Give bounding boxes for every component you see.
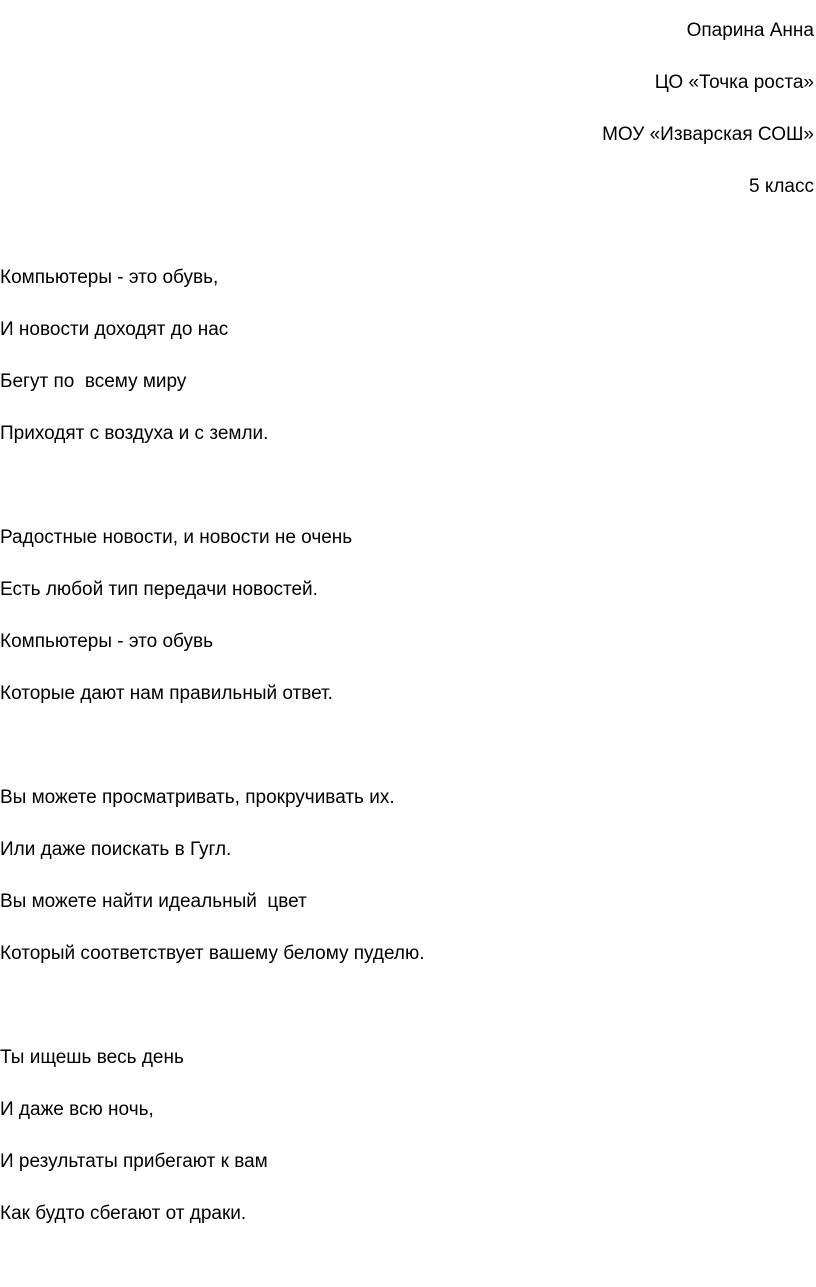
- poem-line: Бегут по всему миру: [0, 371, 187, 392]
- poem-body: [0, 263, 425, 1251]
- poem-line: Ты ищешь весь день: [0, 1047, 184, 1068]
- center-name: ЦО «Точка роста»: [654, 72, 814, 93]
- poem-line: Есть любой тип передачи новостей.: [0, 579, 318, 600]
- poem-line: Как будто сбегают от драки.: [0, 1203, 247, 1224]
- poem-line: Вы можете найти идеальный цвет: [0, 891, 307, 912]
- poem-line: И результаты прибегают к вам: [0, 1151, 268, 1172]
- grade-label: 5 класс: [748, 176, 814, 197]
- school-name: МОУ «Изварская СОШ»: [602, 124, 814, 145]
- poem-line: И даже всю ночь,: [0, 1099, 154, 1120]
- poem-line: Или даже поискать в Гугл.: [0, 839, 232, 860]
- author-name: Опарина Анна: [686, 20, 814, 41]
- author-header: [602, 5, 814, 213]
- stanza-1: [0, 263, 425, 471]
- poem-line: Приходят с воздуха и с земли.: [0, 423, 269, 444]
- poem-line: И новости доходят до нас: [0, 319, 229, 340]
- poem-line: Вы можете просматривать, прокручивать их.: [0, 787, 395, 808]
- poem-line: Компьютеры - это обувь,: [0, 267, 219, 288]
- stanza-2: [0, 523, 425, 731]
- poem-line: Которые дают нам правильный ответ.: [0, 683, 333, 704]
- stanza-4: [0, 1043, 425, 1251]
- stanza-3: [0, 783, 425, 991]
- poem-line: Радостные новости, и новости не очень: [0, 527, 353, 548]
- poem-line: Компьютеры - это обувь: [0, 631, 214, 652]
- poem-line: Который соответствует вашему белому пуделю.: [0, 943, 425, 964]
